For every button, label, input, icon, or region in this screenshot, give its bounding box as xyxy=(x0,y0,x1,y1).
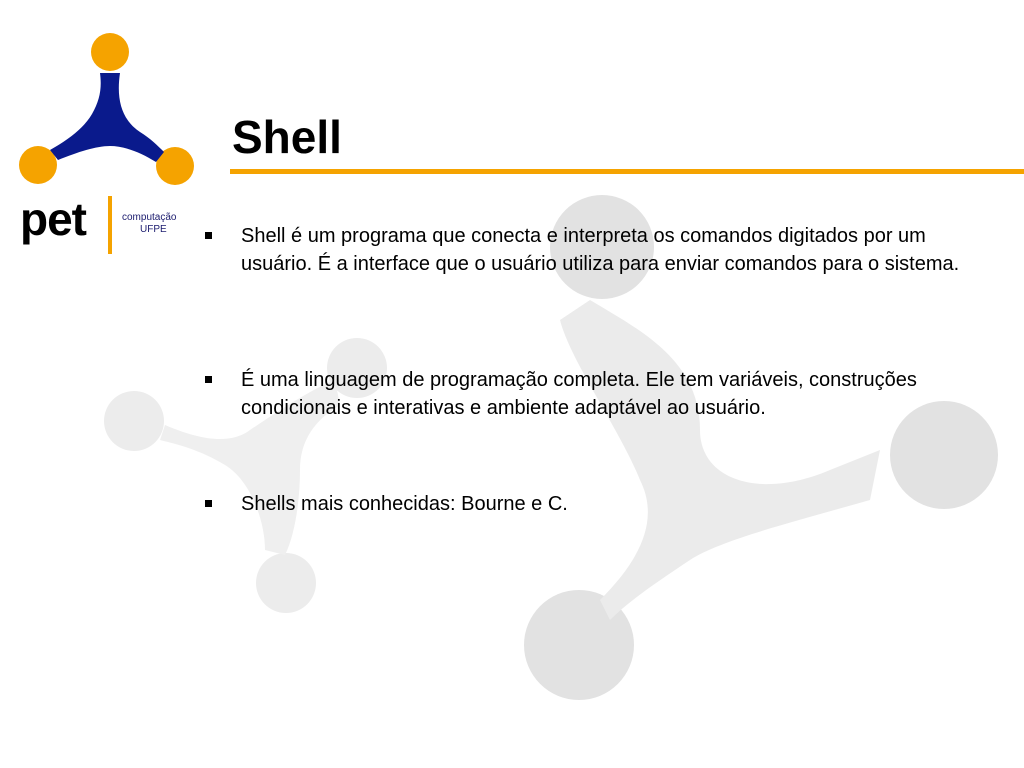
bullet-text: Shell é um programa que conecta e interpreta os comandos digitados por um usuário. É a interface que o usuário utiliza para enviar comandos para o sistema. xyxy=(241,225,960,275)
logo-divider xyxy=(108,196,112,254)
logo-brand-text: pet xyxy=(20,193,86,245)
pet-logo xyxy=(0,0,220,270)
bullet-item xyxy=(200,490,1000,518)
bullet-item xyxy=(200,222,1000,278)
bullet-text: É uma linguagem de programação completa. Ele tem variáveis, construções condicionais e interativas e ambiente adaptável ao usuário. xyxy=(241,369,917,419)
bullet-text: Shells mais conhecidas: Bourne e C. xyxy=(241,493,568,515)
logo-subtitle-line2: UFPE xyxy=(140,224,167,235)
square-bullet-icon xyxy=(205,376,212,383)
square-bullet-icon xyxy=(205,232,212,239)
square-bullet-icon xyxy=(205,500,212,507)
bullet-item xyxy=(200,366,1000,422)
pet-logo-icon xyxy=(0,0,220,200)
bullet-list xyxy=(200,222,1000,518)
logo-subtitle-line1: computação xyxy=(122,212,177,223)
title-underline xyxy=(230,169,1024,174)
slide-title: Shell xyxy=(232,111,342,163)
